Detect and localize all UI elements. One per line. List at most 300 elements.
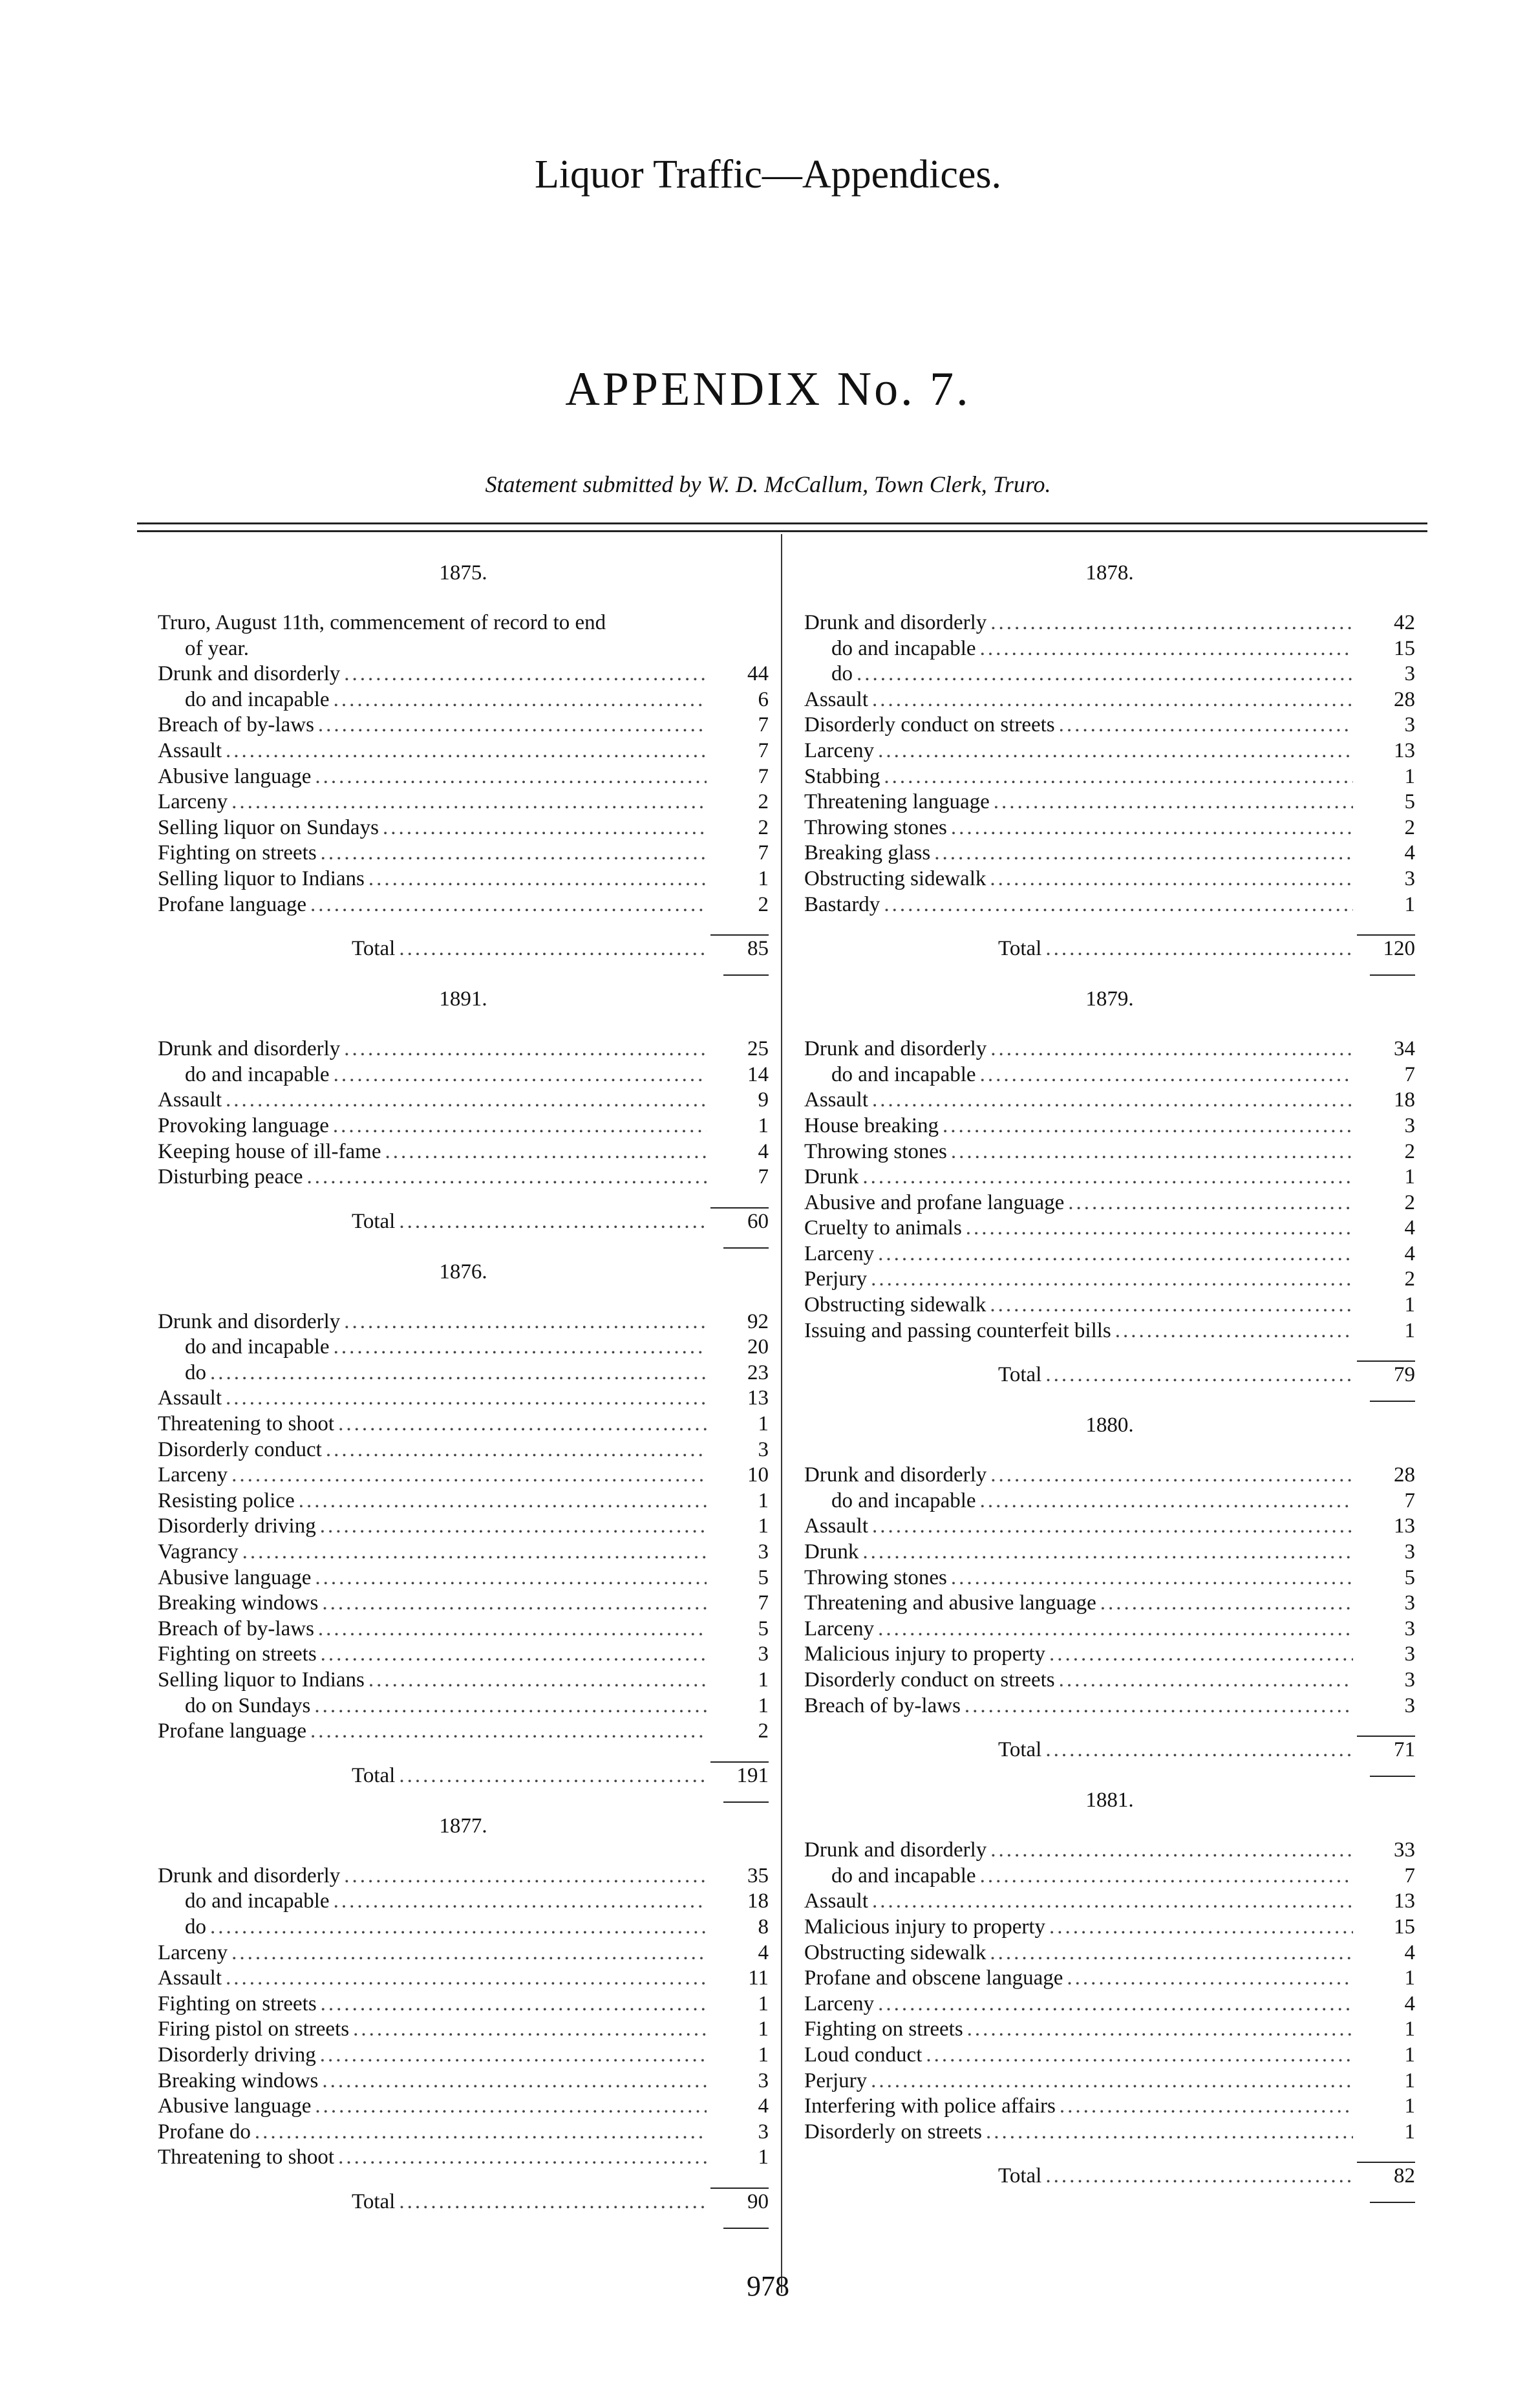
offence-row — [804, 1037, 1415, 1062]
offence-count: 18 — [747, 1889, 769, 1913]
offence-row — [804, 1242, 1415, 1267]
dot-leader — [951, 815, 1353, 841]
offence-count: 3 — [758, 1437, 769, 1461]
dot-leader — [333, 1113, 707, 1139]
offence-count: 3 — [1404, 713, 1415, 737]
dot-leader — [951, 1139, 1353, 1165]
offence-label: Provoking language — [158, 1113, 329, 1137]
offence-count: 3 — [1404, 1642, 1415, 1666]
offence-row — [158, 2017, 769, 2043]
offence-label: Breach of by-laws — [158, 1617, 314, 1640]
offence-count: 2 — [758, 815, 769, 839]
dot-leader — [315, 2094, 707, 2120]
offence-label: Malicious injury to property — [804, 1915, 1046, 1939]
dot-leader — [255, 2120, 707, 2145]
offence-row — [158, 1412, 769, 1437]
offence-count: 3 — [1404, 1113, 1415, 1137]
offence-label: Threatening to shoot — [158, 2145, 335, 2169]
offence-label: Throwing stones — [804, 815, 947, 839]
dot-leader — [994, 790, 1353, 815]
offence-count: 13 — [1394, 1889, 1415, 1913]
offence-row — [804, 815, 1415, 841]
offence-row — [804, 1668, 1415, 1693]
offence-label: Larceny — [804, 1992, 875, 2016]
page-number: 978 — [747, 2270, 789, 2302]
offence-row — [804, 790, 1415, 815]
offence-count: 14 — [747, 1062, 769, 1086]
dot-leader — [1045, 2163, 1353, 2189]
offence-label: Fighting on streets — [158, 1992, 317, 2016]
offence-count: 23 — [747, 1360, 769, 1384]
year-heading: 1877. — [439, 1814, 487, 1838]
offence-row — [804, 687, 1415, 713]
offence-label: Disorderly driving — [158, 2043, 316, 2067]
year-section — [158, 560, 769, 960]
dot-leader — [1049, 1915, 1353, 1940]
dot-leader — [966, 1216, 1353, 1242]
offence-count: 6 — [758, 687, 769, 711]
year-heading: 1879. — [1085, 987, 1134, 1011]
offence-row — [804, 1915, 1415, 1940]
total-label: Total — [998, 2164, 1042, 2188]
offence-label: do and incapable — [185, 1889, 330, 1913]
offence-label: Profane do — [158, 2120, 251, 2144]
offence-count: 34 — [1394, 1037, 1415, 1061]
dot-leader — [872, 687, 1353, 713]
offence-row — [158, 2145, 769, 2171]
dot-leader — [871, 2069, 1353, 2094]
offence-count: 13 — [747, 1386, 769, 1410]
offence-label: Threatening and abusive language — [804, 1591, 1096, 1615]
offence-label: Throwing stones — [804, 1565, 947, 1589]
offence-row — [158, 1940, 769, 1966]
offence-count: 1 — [1404, 2043, 1415, 2067]
dot-leader — [871, 1267, 1353, 1293]
offence-count: 7 — [758, 713, 769, 737]
total-label: Total — [352, 2189, 396, 2213]
offence-row — [158, 2120, 769, 2145]
dot-leader — [990, 1838, 1353, 1864]
year-heading: 1878. — [1085, 561, 1134, 585]
offence-label: Larceny — [804, 1617, 875, 1640]
total-row — [804, 934, 1415, 960]
offence-row — [804, 1489, 1415, 1514]
offence-row — [158, 1992, 769, 2017]
offence-label: do — [185, 1915, 206, 1939]
dot-leader — [344, 1309, 707, 1335]
offence-row — [158, 2069, 769, 2094]
dot-leader — [1067, 1966, 1353, 1992]
offence-count: 4 — [1404, 841, 1415, 865]
offence-row — [158, 661, 769, 687]
offence-label: do and incapable — [831, 636, 976, 660]
offence-row — [804, 2120, 1415, 2145]
total-row — [158, 1761, 769, 1787]
dot-leader — [344, 661, 707, 687]
offence-row — [158, 764, 769, 790]
offence-row — [158, 1642, 769, 1668]
offence-label: Drunk and disorderly — [158, 1037, 341, 1061]
offence-label: Selling liquor on Sundays — [158, 815, 379, 839]
offence-row — [804, 1966, 1415, 1992]
offence-count: 4 — [758, 1940, 769, 1964]
offence-row — [804, 738, 1415, 764]
dot-leader — [986, 2120, 1353, 2145]
left-column — [158, 534, 769, 2213]
offence-label: do and incapable — [185, 1335, 330, 1359]
offence-row — [804, 1540, 1415, 1565]
total-label: Total — [998, 937, 1042, 961]
total-row — [158, 1207, 769, 1233]
offence-count: 1 — [758, 2145, 769, 2169]
offence-label: do and incapable — [185, 1062, 330, 1086]
dot-leader — [322, 2069, 707, 2094]
offence-row — [158, 1591, 769, 1617]
offence-label: Disorderly on streets — [804, 2120, 982, 2144]
offence-count: 35 — [747, 1864, 769, 1887]
offence-row — [158, 1139, 769, 1165]
offence-row — [804, 1889, 1415, 1915]
offence-label: do and incapable — [831, 1864, 976, 1887]
offence-row — [158, 1088, 769, 1113]
offence-count: 1 — [1404, 2120, 1415, 2144]
right-column — [804, 534, 1415, 2188]
offence-row — [804, 1190, 1415, 1216]
year-heading: 1876. — [439, 1260, 487, 1284]
offence-row — [158, 1165, 769, 1190]
offence-row — [158, 1864, 769, 1889]
offence-count: 1 — [1404, 2094, 1415, 2118]
dot-leader — [1045, 936, 1353, 962]
offence-row — [158, 892, 769, 918]
year-section — [804, 1787, 1415, 2188]
offence-row — [804, 1139, 1415, 1165]
offence-label: Breach of by-laws — [158, 713, 314, 737]
offence-count: 15 — [1394, 1915, 1415, 1939]
offence-row — [158, 1514, 769, 1540]
offence-count: 9 — [758, 1088, 769, 1112]
offence-row — [804, 1293, 1415, 1318]
offence-count: 2 — [758, 790, 769, 814]
offence-label: Malicious injury to property — [804, 1642, 1046, 1666]
offence-label: Fighting on streets — [804, 2017, 963, 2041]
offence-row — [804, 866, 1415, 892]
offence-label: Selling liquor to Indians — [158, 866, 365, 890]
offence-row — [158, 1540, 769, 1565]
offence-row — [158, 1062, 769, 1088]
offence-count: 15 — [1394, 636, 1415, 660]
offence-row — [158, 1668, 769, 1693]
offence-row — [804, 2094, 1415, 2120]
total-value: 85 — [710, 934, 769, 962]
offence-row — [158, 1113, 769, 1139]
offence-count: 44 — [747, 662, 769, 686]
offence-label: Abusive language — [158, 764, 312, 788]
offence-count: 4 — [1404, 1242, 1415, 1265]
offence-row — [804, 1591, 1415, 1617]
dot-leader — [226, 738, 707, 764]
dot-leader — [857, 661, 1353, 687]
offence-count: 3 — [1404, 1693, 1415, 1717]
offence-count: 3 — [1404, 866, 1415, 890]
offence-label: Disorderly conduct on streets — [804, 1668, 1055, 1692]
offence-row — [804, 1617, 1415, 1642]
offence-label: Fighting on streets — [158, 1642, 317, 1666]
offence-label: Abusive language — [158, 1565, 312, 1589]
offence-count: 1 — [758, 1668, 769, 1692]
offence-row — [804, 1838, 1415, 1864]
dot-leader — [322, 1591, 707, 1617]
year-heading: 1880. — [1085, 1414, 1134, 1437]
offence-label: Drunk and disorderly — [804, 611, 987, 634]
year-heading: 1891. — [439, 987, 487, 1011]
year-heading: 1881. — [1085, 1789, 1134, 1812]
offence-row — [804, 1216, 1415, 1242]
offence-count: 3 — [758, 1540, 769, 1564]
offence-row — [158, 1437, 769, 1463]
dot-leader — [951, 1565, 1353, 1591]
dot-leader — [315, 764, 707, 790]
dot-leader — [1059, 713, 1353, 738]
dot-leader — [320, 1514, 707, 1540]
offence-count: 1 — [758, 1514, 769, 1538]
dot-leader — [338, 2145, 707, 2171]
offence-count: 4 — [758, 1139, 769, 1163]
offence-row — [158, 1489, 769, 1514]
dot-leader — [884, 764, 1353, 790]
offence-row — [804, 2069, 1415, 2094]
offence-label: Abusive language — [158, 2094, 312, 2118]
offence-count: 4 — [1404, 1992, 1415, 2016]
offence-label: Threatening language — [804, 790, 990, 814]
dot-leader — [368, 866, 707, 892]
offence-label: Breaking windows — [158, 1591, 319, 1615]
offence-row — [804, 1088, 1415, 1113]
offence-label: Keeping house of ill-fame — [158, 1139, 381, 1163]
offence-count: 92 — [747, 1309, 769, 1333]
offence-label: Vagrancy — [158, 1540, 239, 1564]
offence-row — [804, 661, 1415, 687]
offence-count: 28 — [1394, 1463, 1415, 1487]
dot-leader — [862, 1540, 1353, 1565]
dot-leader — [226, 1966, 707, 1992]
offence-count: 1 — [1404, 1165, 1415, 1189]
dot-leader — [967, 2017, 1353, 2043]
offence-count: 4 — [1404, 1940, 1415, 1964]
offence-label: Assault — [804, 1088, 868, 1112]
dot-leader — [210, 1915, 707, 1940]
offence-count: 4 — [1404, 1216, 1415, 1240]
offence-count: 1 — [758, 1693, 769, 1717]
offence-label: Disorderly conduct — [158, 1437, 322, 1461]
offence-label: Assault — [804, 1889, 868, 1913]
year-section — [158, 1259, 769, 1787]
offence-count: 1 — [758, 1412, 769, 1436]
dot-leader — [990, 1293, 1353, 1318]
offence-count: 5 — [1404, 1565, 1415, 1589]
offence-row — [804, 764, 1415, 790]
offence-count: 1 — [758, 1113, 769, 1137]
offence-count: 20 — [747, 1335, 769, 1359]
offence-label: Drunk — [804, 1165, 859, 1189]
dot-leader — [334, 1062, 707, 1088]
offence-count: 7 — [758, 738, 769, 762]
year-section — [804, 986, 1415, 1386]
offence-count: 2 — [1404, 815, 1415, 839]
offence-count: 2 — [1404, 1190, 1415, 1214]
offence-count: 1 — [758, 866, 769, 890]
offence-count: 3 — [1404, 1591, 1415, 1615]
offence-row — [158, 815, 769, 841]
dot-leader — [321, 1992, 707, 2017]
offence-label: Assault — [804, 1514, 868, 1538]
offence-label: Larceny — [804, 738, 875, 762]
offence-label: Disturbing peace — [158, 1165, 303, 1189]
offence-label: Loud conduct — [804, 2043, 923, 2067]
dot-leader — [878, 1617, 1353, 1642]
offence-label: Larceny — [158, 1940, 228, 1964]
dot-leader — [307, 1165, 707, 1190]
offence-count: 3 — [1404, 1617, 1415, 1640]
offence-label: Drunk and disorderly — [804, 1463, 987, 1487]
record-intro-line: Truro, August 11th, commencement of record to end — [158, 611, 606, 634]
dot-leader — [926, 2043, 1353, 2069]
offence-row — [804, 1165, 1415, 1190]
offence-label: Issuing and passing counterfeit bills — [804, 1318, 1111, 1342]
offence-label: Profane language — [158, 892, 306, 916]
offence-label: Assault — [804, 687, 868, 711]
offence-row — [804, 1514, 1415, 1540]
offence-label: Assault — [158, 1088, 222, 1112]
dot-leader — [334, 687, 707, 713]
offence-count: 7 — [1404, 1489, 1415, 1512]
offence-row — [158, 1966, 769, 1992]
total-value: 79 — [1357, 1360, 1415, 1388]
offence-label: Larceny — [158, 1463, 228, 1487]
dot-leader — [980, 1062, 1353, 1088]
offence-row — [804, 1565, 1415, 1591]
offence-label: Drunk — [804, 1540, 859, 1564]
offence-label: Drunk and disorderly — [804, 1838, 987, 1862]
offence-label: Disorderly conduct on streets — [804, 713, 1055, 737]
offence-label: do — [185, 1360, 206, 1384]
offence-label: Firing pistol on streets — [158, 2017, 350, 2041]
dot-leader — [399, 1209, 707, 1234]
total-value: 120 — [1357, 934, 1415, 962]
offence-count: 4 — [758, 2094, 769, 2118]
offence-label: Breaking glass — [804, 841, 931, 865]
offence-label: Drunk and disorderly — [804, 1037, 987, 1061]
dot-leader — [943, 1113, 1353, 1139]
dot-leader — [1045, 1737, 1353, 1763]
offence-row — [804, 841, 1415, 866]
offence-count: 2 — [758, 1719, 769, 1743]
offence-count: 3 — [1404, 662, 1415, 686]
offence-row — [804, 1113, 1415, 1139]
dot-leader — [878, 738, 1353, 764]
dot-leader — [318, 713, 707, 738]
offence-count: 1 — [1404, 764, 1415, 788]
offence-count: 18 — [1394, 1088, 1415, 1112]
dot-leader — [990, 1940, 1353, 1966]
dot-leader — [980, 1864, 1353, 1889]
offence-label: Obstructing sidewalk — [804, 1293, 987, 1317]
total-label: Total — [998, 1363, 1042, 1387]
year-section — [804, 1412, 1415, 1761]
offence-row — [804, 1463, 1415, 1489]
offence-count: 13 — [1394, 738, 1415, 762]
total-label: Total — [352, 937, 396, 961]
offence-count: 1 — [1404, 1318, 1415, 1342]
dot-leader — [1060, 2094, 1353, 2120]
offence-row — [158, 866, 769, 892]
year-section — [804, 560, 1415, 960]
dot-leader — [242, 1540, 707, 1565]
top-rule-second — [137, 530, 1427, 532]
total-value: 90 — [710, 2188, 769, 2215]
dot-leader — [884, 892, 1353, 918]
offence-row — [158, 1360, 769, 1386]
offence-row — [158, 1463, 769, 1489]
appendix-title: APPENDIX No. 7. — [565, 363, 971, 416]
offence-label: Cruelty to animals — [804, 1216, 962, 1240]
offence-label: Obstructing sidewalk — [804, 1940, 987, 1964]
offence-count: 7 — [1404, 1864, 1415, 1887]
offence-label: Throwing stones — [804, 1139, 947, 1163]
offence-label: Threatening to shoot — [158, 1412, 335, 1436]
dot-leader — [878, 1992, 1353, 2017]
dot-leader — [878, 1242, 1353, 1267]
offence-count: 3 — [758, 2069, 769, 2092]
offence-row — [158, 738, 769, 764]
dot-leader — [299, 1489, 707, 1514]
dot-leader — [1115, 1318, 1353, 1344]
total-row — [804, 2162, 1415, 2188]
offence-count: 2 — [758, 892, 769, 916]
offence-count: 1 — [1404, 1966, 1415, 1990]
offence-label: Drunk and disorderly — [158, 1864, 341, 1887]
dot-leader — [353, 2017, 707, 2043]
dot-leader — [210, 1360, 707, 1386]
offence-count: 1 — [1404, 1293, 1415, 1317]
offence-label: Resisting police — [158, 1489, 295, 1512]
offence-count: 7 — [758, 841, 769, 865]
dot-leader — [315, 1565, 707, 1591]
offence-count: 8 — [758, 1915, 769, 1939]
dot-leader — [1059, 1668, 1353, 1693]
dot-leader — [872, 1889, 1353, 1915]
offence-label: Disorderly driving — [158, 1514, 316, 1538]
offence-label: Assault — [158, 738, 222, 762]
offence-row — [804, 1267, 1415, 1293]
dot-leader — [980, 636, 1353, 662]
offence-count: 3 — [1404, 1668, 1415, 1692]
offence-row — [804, 1864, 1415, 1889]
offence-count: 1 — [758, 2043, 769, 2067]
offence-count: 2 — [1404, 1139, 1415, 1163]
offence-count: 25 — [747, 1037, 769, 1061]
offence-label: Perjury — [804, 2069, 868, 2092]
page-header: Liquor Traffic—Appendices. — [534, 153, 1002, 197]
offence-count: 1 — [1404, 892, 1415, 916]
offence-label: do and incapable — [185, 687, 330, 711]
offence-label: Breach of by-laws — [804, 1693, 961, 1717]
dot-leader — [1049, 1642, 1353, 1668]
offence-label: do — [831, 662, 853, 686]
dot-leader — [226, 1088, 707, 1113]
offence-row — [804, 1940, 1415, 1966]
offence-label: do and incapable — [831, 1062, 976, 1086]
